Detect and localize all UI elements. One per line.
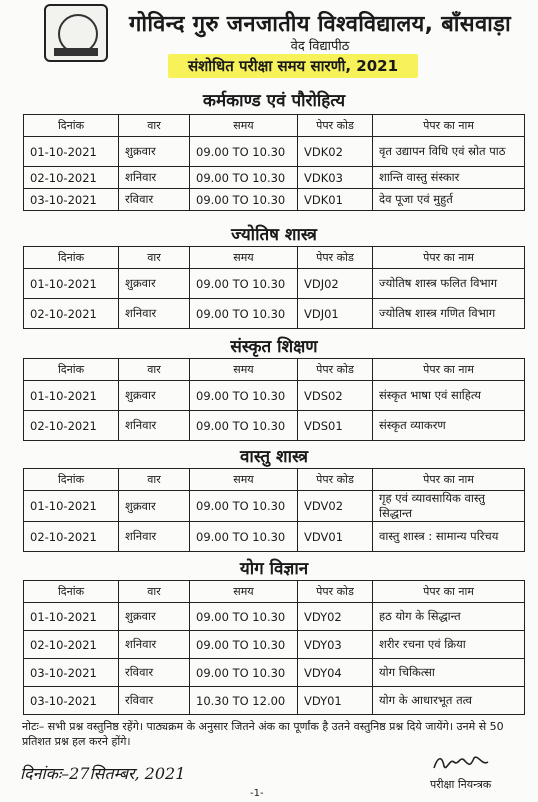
cell-date: 01-10-2021 — [24, 137, 119, 167]
cell-time: 09.00 TO 10.30 — [190, 137, 298, 167]
table-row — [24, 522, 525, 552]
column-header-time: समय — [190, 115, 298, 137]
cell-paper-code: VDJ01 — [298, 299, 373, 329]
schedule-table — [23, 358, 525, 441]
column-header-date: दिनांक — [24, 359, 119, 381]
cell-date: 02-10-2021 — [24, 299, 119, 329]
cell-paper-code: VDV02 — [298, 491, 373, 522]
cell-date: 01-10-2021 — [24, 603, 119, 631]
cell-day: रविवार — [119, 189, 190, 211]
cell-paper-code: VDK02 — [298, 137, 373, 167]
cell-paper-name: देव पूजा एवं मुहुर्त — [373, 189, 525, 211]
cell-date: 02-10-2021 — [24, 631, 119, 659]
signature — [432, 752, 492, 774]
table-header-row — [24, 469, 525, 491]
cell-day: शनिवार — [119, 167, 190, 189]
logo-banner — [54, 48, 98, 56]
column-header-day: वार — [119, 247, 190, 269]
cell-paper-name: गृह एवं व्यावसायिक वास्तु सिद्धान्त — [373, 491, 525, 522]
cell-day: शनिवार — [119, 411, 190, 441]
university-logo — [44, 4, 108, 62]
section-title: कर्मकाण्ड एवं पौरोहित्य — [202, 91, 346, 111]
university-name: गोविन्द गुरु जनजातीय विश्वविद्यालय, बाँसवाड़ा — [129, 12, 511, 37]
column-header-time: समय — [190, 247, 298, 269]
cell-date: 02-10-2021 — [24, 522, 119, 552]
cell-date: 03-10-2021 — [24, 659, 119, 687]
schedule-table — [23, 580, 525, 715]
column-header-paper-code: पेपर कोड — [298, 359, 373, 381]
cell-paper-code: VDY02 — [298, 603, 373, 631]
table-row — [24, 687, 525, 715]
cell-paper-name: योग के आधारभूत तत्व — [373, 687, 525, 715]
faculty-name: वेद विद्यापीठ — [290, 39, 350, 54]
cell-day: शुक्रवार — [119, 269, 190, 299]
cell-time: 09.00 TO 10.30 — [190, 189, 298, 211]
column-header-time: समय — [190, 581, 298, 603]
cell-date: 03-10-2021 — [24, 189, 119, 211]
column-header-date: दिनांक — [24, 247, 119, 269]
cell-time: 09.00 TO 10.30 — [190, 411, 298, 441]
cell-paper-code: VDS02 — [298, 381, 373, 411]
column-header-day: वार — [119, 115, 190, 137]
column-header-paper-name: पेपर का नाम — [373, 247, 525, 269]
column-header-paper-name: पेपर का नाम — [373, 469, 525, 491]
table-row — [24, 381, 525, 411]
column-header-paper-code: पेपर कोड — [298, 115, 373, 137]
schedule-table — [23, 468, 525, 552]
document-subtitle: संशोधित परीक्षा समय सारणी, 2021 — [168, 54, 418, 78]
cell-paper-name: संस्कृत व्याकरण — [373, 411, 525, 441]
cell-day: रविवार — [119, 659, 190, 687]
cell-paper-code: VDJ02 — [298, 269, 373, 299]
table-row — [24, 411, 525, 441]
cell-time: 09.00 TO 10.30 — [190, 491, 298, 522]
table-row — [24, 189, 525, 211]
cell-paper-name: संस्कृत भाषा एवं साहित्य — [373, 381, 525, 411]
cell-date: 02-10-2021 — [24, 167, 119, 189]
cell-paper-code: VDK01 — [298, 189, 373, 211]
cell-day: शुक्रवार — [119, 137, 190, 167]
issue-date: दिनांकः–27सितम्बर, 2021 — [20, 764, 186, 783]
cell-time: 09.00 TO 10.30 — [190, 659, 298, 687]
section-title: योग विज्ञान — [239, 559, 309, 579]
column-header-day: वार — [119, 469, 190, 491]
column-header-date: दिनांक — [24, 469, 119, 491]
cell-paper-code: VDV01 — [298, 522, 373, 552]
table-row — [24, 137, 525, 167]
cell-paper-code: VDY03 — [298, 631, 373, 659]
cell-paper-name: ज्योतिष शास्त्र गणित विभाग — [373, 299, 525, 329]
exam-note: नोटः– सभी प्रश्न वस्तुनिष्ठ रहेंगे। पाठ्यक्रम के अनुसार जितने अंक का पूर्णांक है उतने वस्तुनिष्ठ प्रश्न दिये जायेंगे। उनमे से 50 प्रतिशत प्रश्न हल करने होंगे। — [22, 720, 504, 748]
cell-paper-code: VDS01 — [298, 411, 373, 441]
column-header-time: समय — [190, 469, 298, 491]
cell-date: 01-10-2021 — [24, 381, 119, 411]
table-row — [24, 491, 525, 522]
cell-date: 03-10-2021 — [24, 687, 119, 715]
cell-paper-code: VDY04 — [298, 659, 373, 687]
cell-date: 01-10-2021 — [24, 491, 119, 522]
schedule-table — [23, 246, 525, 329]
exam-controller-label: परीक्षा नियन्त्रक — [430, 778, 492, 791]
cell-day: शुक्रवार — [119, 491, 190, 522]
table-header-row — [24, 115, 525, 137]
table-row — [24, 299, 525, 329]
cell-time: 10.30 TO 12.00 — [190, 687, 298, 715]
column-header-time: समय — [190, 359, 298, 381]
cell-paper-name: वृत उद्यापन विधि एवं स्रोत पाठ — [373, 137, 525, 167]
table-row — [24, 269, 525, 299]
column-header-paper-code: पेपर कोड — [298, 247, 373, 269]
cell-time: 09.00 TO 10.30 — [190, 269, 298, 299]
column-header-date: दिनांक — [24, 581, 119, 603]
page-number: -1- — [250, 788, 264, 799]
cell-day: शनिवार — [119, 299, 190, 329]
section-title: वास्तु शास्त्र — [239, 447, 309, 467]
cell-paper-name: हठ योग के सिद्धान्त — [373, 603, 525, 631]
cell-day: शनिवार — [119, 522, 190, 552]
cell-paper-name: वास्तु शास्त्र : सामान्य परिचय — [373, 522, 525, 552]
column-header-paper-code: पेपर कोड — [298, 581, 373, 603]
cell-paper-name: योग चिकित्सा — [373, 659, 525, 687]
table-header-row — [24, 359, 525, 381]
cell-date: 02-10-2021 — [24, 411, 119, 441]
table-row — [24, 167, 525, 189]
table-row — [24, 659, 525, 687]
column-header-paper-name: पेपर का नाम — [373, 115, 525, 137]
table-row — [24, 631, 525, 659]
cell-time: 09.00 TO 10.30 — [190, 167, 298, 189]
column-header-day: वार — [119, 581, 190, 603]
cell-day: शुक्रवार — [119, 603, 190, 631]
schedule-table — [23, 114, 525, 211]
column-header-paper-name: पेपर का नाम — [373, 581, 525, 603]
cell-time: 09.00 TO 10.30 — [190, 631, 298, 659]
cell-time: 09.00 TO 10.30 — [190, 522, 298, 552]
table-row — [24, 603, 525, 631]
cell-paper-name: शान्ति वास्तु संस्कार — [373, 167, 525, 189]
cell-paper-name: शरीर रचना एवं क्रिया — [373, 631, 525, 659]
cell-day: रविवार — [119, 687, 190, 715]
column-header-date: दिनांक — [24, 115, 119, 137]
cell-time: 09.00 TO 10.30 — [190, 381, 298, 411]
cell-paper-code: VDY01 — [298, 687, 373, 715]
cell-day: शनिवार — [119, 631, 190, 659]
column-header-day: वार — [119, 359, 190, 381]
table-header-row — [24, 247, 525, 269]
table-header-row — [24, 581, 525, 603]
section-title: संस्कृत शिक्षण — [230, 337, 318, 357]
cell-date: 01-10-2021 — [24, 269, 119, 299]
cell-paper-name: ज्योतिष शास्त्र फलित विभाग — [373, 269, 525, 299]
cell-time: 09.00 TO 10.30 — [190, 603, 298, 631]
cell-time: 09.00 TO 10.30 — [190, 299, 298, 329]
cell-paper-code: VDK03 — [298, 167, 373, 189]
cell-day: शुक्रवार — [119, 381, 190, 411]
column-header-paper-name: पेपर का नाम — [373, 359, 525, 381]
section-title: ज्योतिष शास्त्र — [231, 225, 317, 245]
column-header-paper-code: पेपर कोड — [298, 469, 373, 491]
